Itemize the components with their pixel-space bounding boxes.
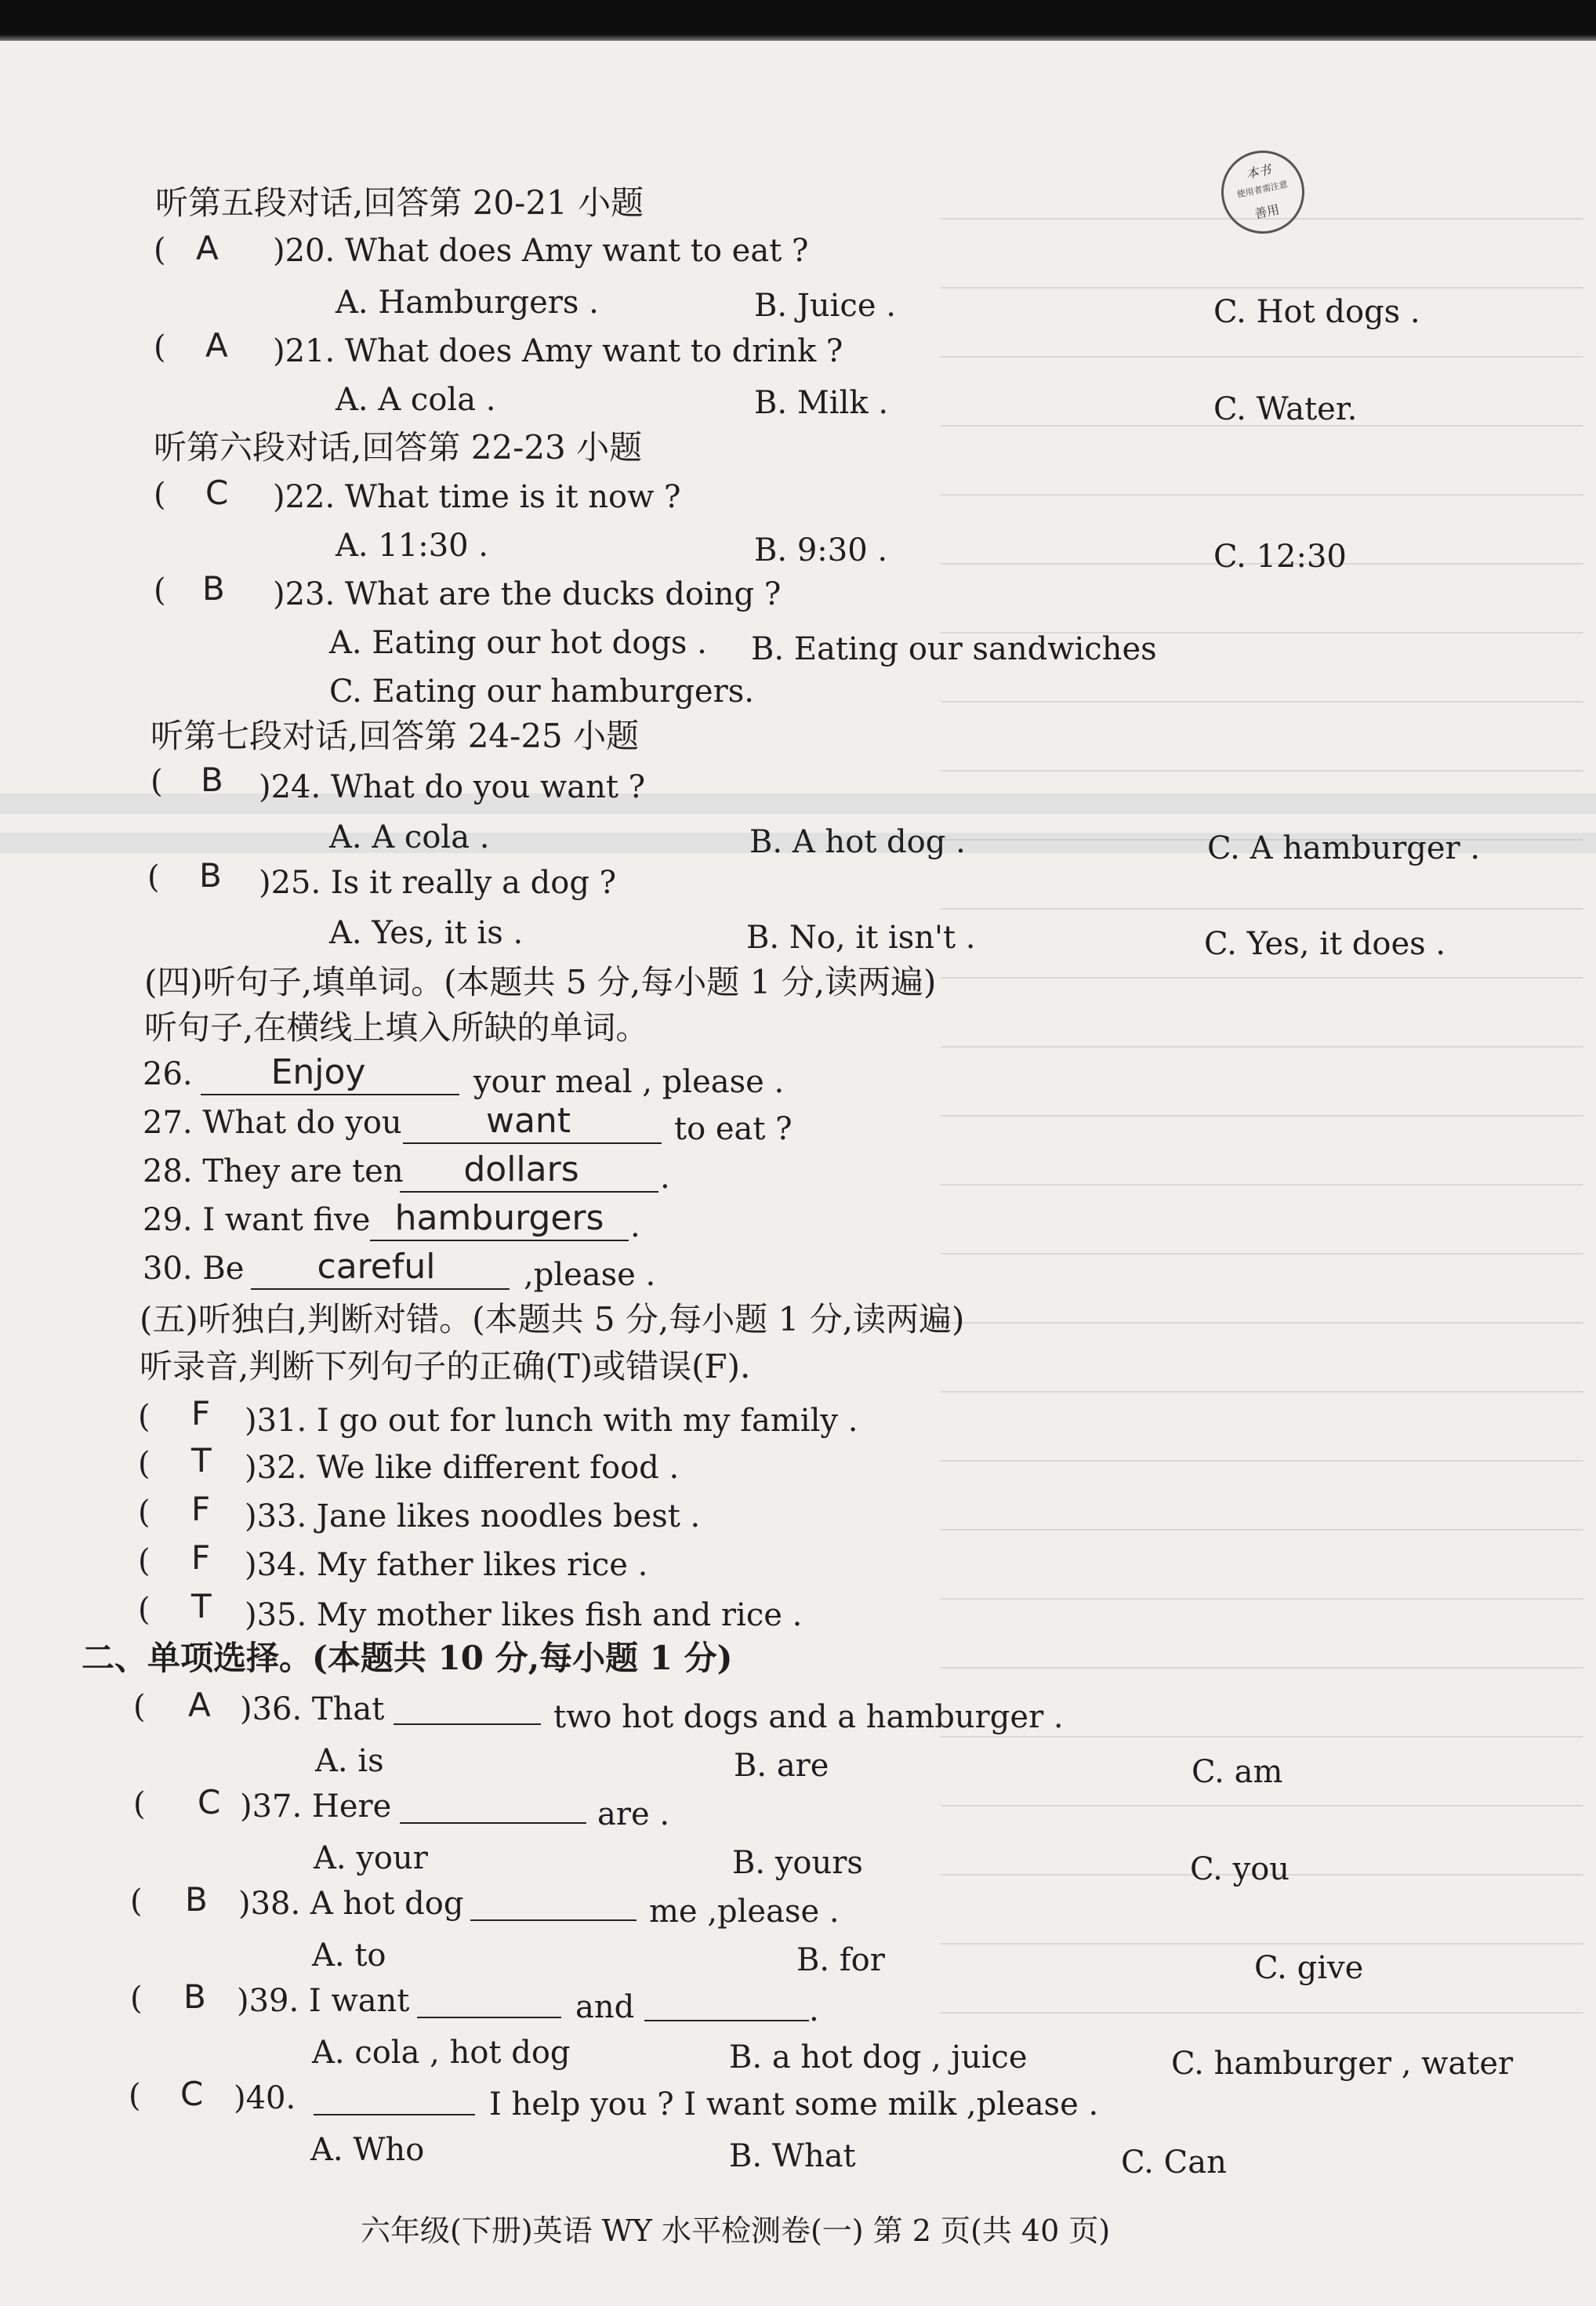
- option-40-a: A. Who: [310, 2132, 425, 2168]
- answer-25: B: [199, 856, 222, 895]
- answer-paren: (: [133, 1689, 146, 1725]
- fill-29-pre: 29. I want five: [143, 1202, 371, 1238]
- option-38-a: A. to: [312, 1937, 386, 1974]
- question-25-stem: )25. Is it really a dog ?: [259, 865, 617, 901]
- option-21-a: A. A cola .: [336, 382, 496, 418]
- answer-paren: (: [138, 1446, 151, 1482]
- option-21-c: C. Water.: [1213, 391, 1358, 427]
- answer-paren: (: [138, 1543, 151, 1579]
- stamp-seal: [1213, 143, 1312, 241]
- option-36-b: B. are: [734, 1748, 829, 1784]
- answer-paren: (: [154, 232, 166, 268]
- fill-30-blank: [251, 1288, 510, 1290]
- stamp-mid-text: 使用者需注意: [1235, 179, 1289, 200]
- option-20-a: A. Hamburgers .: [336, 285, 599, 321]
- part-4-title: (四)听句子,填单词。(本题共 5 分,每小题 1 分,读两遍): [144, 963, 937, 1001]
- question-39-blank-2: [644, 2020, 809, 2021]
- option-37-b: B. yours: [732, 1845, 863, 1881]
- question-37-post: are .: [597, 1796, 670, 1832]
- option-38-c: C. give: [1254, 1950, 1364, 1986]
- question-39-pre: )39. I want: [237, 1983, 410, 2019]
- answer-38: B: [185, 1880, 208, 1919]
- question-22-stem: )22. What time is it now ?: [273, 479, 681, 515]
- statement-35: )35. My mother likes fish and rice .: [245, 1597, 803, 1633]
- answer-31: F: [191, 1394, 211, 1433]
- answer-23: B: [202, 569, 225, 608]
- part-5-title: (五)听独白,判断对错。(本题共 5 分,每小题 1 分,读两遍): [140, 1300, 965, 1338]
- option-36-c: C. am: [1192, 1754, 1283, 1790]
- option-39-a: A. cola , hot dog: [312, 2035, 571, 2071]
- fill-28-blank: [400, 1191, 658, 1193]
- answer-36: A: [188, 1686, 211, 1724]
- fill-28-answer: dollars: [463, 1149, 579, 1189]
- option-25-b: B. No, it isn't .: [746, 920, 976, 956]
- answer-24: B: [201, 761, 223, 799]
- option-24-c: C. A hamburger .: [1207, 830, 1481, 866]
- question-24-stem: )24. What do you want ?: [259, 769, 646, 805]
- question-40-post: I help you ? I want some milk ,please .: [489, 2086, 1099, 2123]
- answer-paren: (: [154, 572, 166, 608]
- answer-paren: (: [129, 2078, 141, 2114]
- dialogue-6-heading: 听第六段对话,回答第 22-23 小题: [154, 428, 643, 467]
- statement-32: )32. We like different food .: [245, 1450, 680, 1486]
- answer-paren: (: [133, 1786, 146, 1822]
- answer-35: T: [191, 1587, 212, 1625]
- question-21-stem: )21. What does Amy want to drink ?: [273, 333, 843, 369]
- fill-27-answer: want: [485, 1101, 571, 1141]
- answer-39: B: [183, 1977, 206, 2016]
- fill-29-blank: [370, 1240, 629, 1241]
- question-38-pre: )38. A hot dog: [238, 1886, 464, 1922]
- fill-26-answer: Enjoy: [270, 1052, 366, 1092]
- question-39-mid: and: [575, 1989, 635, 2025]
- answer-20: A: [196, 229, 219, 267]
- fill-27-post: to eat ?: [674, 1111, 793, 1147]
- option-25-a: A. Yes, it is .: [329, 915, 524, 951]
- question-39-post: .: [809, 1992, 819, 2028]
- option-25-c: C. Yes, it does .: [1204, 926, 1446, 962]
- option-24-a: A. A cola .: [329, 819, 490, 855]
- fill-29-post: .: [630, 1208, 640, 1244]
- answer-22: C: [205, 474, 229, 512]
- answer-40: C: [180, 2075, 204, 2113]
- question-36-post: two hot dogs and a hamburger .: [553, 1699, 1064, 1735]
- option-22-c: C. 12:30: [1213, 539, 1347, 575]
- question-36-blank: [394, 1723, 541, 1725]
- part-4-instructions: 听句子,在横线上填入所缺的单词。: [144, 1008, 649, 1047]
- answer-paren: (: [130, 1981, 143, 2017]
- question-38-blank: [470, 1919, 637, 1921]
- fill-30-post: ,please .: [524, 1257, 656, 1293]
- answer-37: C: [198, 1783, 221, 1821]
- fill-28-pre: 28. They are ten: [143, 1153, 404, 1189]
- statement-33: )33. Jane likes noodles best .: [245, 1498, 701, 1534]
- stamp-bottom-text: 善用: [1253, 202, 1281, 222]
- answer-21: A: [205, 326, 228, 365]
- option-37-c: C. you: [1190, 1851, 1290, 1887]
- option-40-c: C. Can: [1121, 2144, 1227, 2181]
- option-20-b: B. Juice .: [754, 288, 896, 324]
- question-37-pre: )37. Here: [240, 1789, 392, 1825]
- scan-top-edge: [0, 0, 1596, 41]
- fill-30-answer: careful: [317, 1247, 436, 1287]
- answer-paren: (: [138, 1592, 151, 1628]
- scan-band: [0, 793, 1596, 814]
- fill-27-blank: [403, 1142, 662, 1144]
- option-37-a: A. your: [314, 1840, 428, 1876]
- answer-paren: (: [154, 477, 166, 513]
- question-36-pre: )36. That: [240, 1691, 385, 1727]
- option-23-b: B. Eating our sandwiches: [751, 631, 1157, 667]
- answer-33: F: [191, 1490, 211, 1528]
- answer-34: F: [191, 1538, 211, 1577]
- question-38-post: me ,please .: [649, 1894, 840, 1930]
- option-22-a: A. 11:30 .: [336, 528, 489, 564]
- question-37-blank: [400, 1822, 586, 1824]
- question-39-blank-1: [417, 2017, 561, 2018]
- fill-26-post: your meal , please .: [473, 1064, 785, 1100]
- answer-paren: (: [151, 764, 163, 800]
- fill-26-blank: [201, 1094, 459, 1095]
- question-20-stem: )20. What does Amy want to eat ?: [273, 233, 809, 269]
- statement-31: )31. I go out for lunch with my family .: [245, 1403, 858, 1439]
- answer-32: T: [191, 1441, 212, 1480]
- fill-30-pre: 30. Be: [143, 1251, 245, 1287]
- answer-paren: (: [147, 859, 160, 895]
- option-38-b: B. for: [796, 1942, 885, 1978]
- stamp-top-text: 本书: [1244, 162, 1273, 182]
- option-39-c: C. hamburger , water: [1171, 2046, 1514, 2082]
- fill-28-post: .: [660, 1160, 670, 1196]
- answer-paren: (: [138, 1494, 151, 1531]
- dialogue-7-heading: 听第七段对话,回答第 24-25 小题: [151, 717, 640, 755]
- question-40-pre: )40.: [234, 2080, 296, 2116]
- question-23-stem: )23. What are the ducks doing ?: [273, 576, 782, 612]
- option-22-b: B. 9:30 .: [754, 532, 888, 568]
- option-36-a: A. is: [315, 1743, 384, 1779]
- option-20-c: C. Hot dogs .: [1213, 294, 1420, 330]
- option-40-b: B. What: [729, 2138, 856, 2174]
- answer-paren: (: [138, 1399, 151, 1435]
- statement-34: )34. My father likes rice .: [245, 1547, 648, 1583]
- option-23-c: C. Eating our hamburgers.: [329, 674, 754, 710]
- question-40-blank: [314, 2114, 475, 2115]
- fill-26-pre: 26.: [143, 1056, 193, 1092]
- answer-paren: (: [154, 329, 166, 365]
- answer-paren: (: [130, 1883, 143, 1919]
- section-2-title: 二、单项选择。(本题共 10 分,每小题 1 分): [82, 1639, 733, 1677]
- dialogue-5-heading: 听第五段对话,回答第 20-21 小题: [155, 183, 644, 222]
- option-39-b: B. a hot dog , juice: [729, 2039, 1028, 2075]
- part-5-instructions: 听录音,判断下列句子的正确(T)或错误(F).: [140, 1347, 751, 1385]
- fill-29-answer: hamburgers: [394, 1198, 604, 1238]
- fill-27-pre: 27. What do you: [143, 1105, 402, 1141]
- option-23-a: A. Eating our hot dogs .: [329, 625, 707, 661]
- option-24-b: B. A hot dog .: [749, 824, 966, 860]
- page-footer: 六年级(下册)英语 WY 水平检测卷(一) 第 2 页(共 40 页): [361, 2213, 1111, 2248]
- option-21-b: B. Milk .: [754, 385, 889, 421]
